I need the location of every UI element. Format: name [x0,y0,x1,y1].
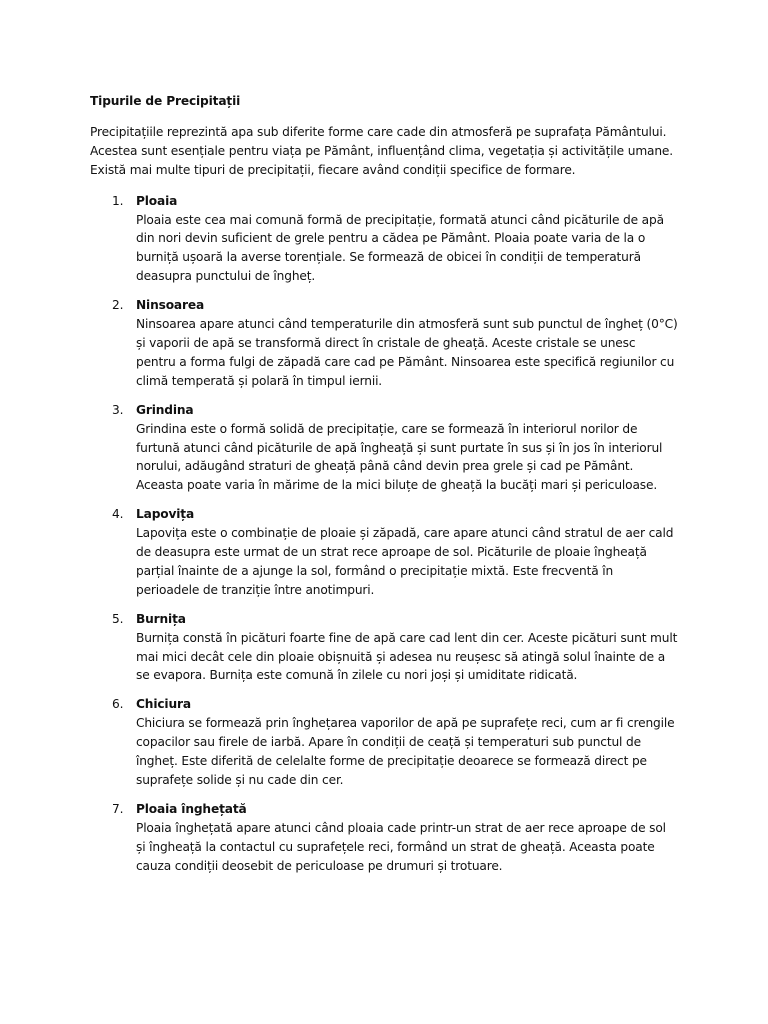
list-item-title: Chiciura [136,697,191,712]
list-item-body: Ploaia este cea mai comună formă de precipitație, formată atunci când picăturile de apă din nori devin suficient de grele pentru a cădea pe Pământ. Ploaia poate varia de la o burniță ușoară la averse torențiale. Se formează de obicei în condiții de temperatură deasupra punctului de îngheț. [136,212,664,284]
list-item-number: 1. [112,193,124,208]
document-title: Tipurile de Precipitații [90,94,241,108]
list-item-body: Chiciura se formează prin înghețarea vaporilor de apă pe suprafețe reci, cum ar fi crengile copacilor sau firele de iarbă. Apare în condiții de ceață și temperaturi sub punctul de îngheț. Este diferită de celelalte forme de precipitație deoarece se formează direct pe suprafețe solide și nu cade din cer. [136,716,675,787]
list-item [90,695,678,790]
list-item-number: 7. [112,801,124,816]
list-item-number: 5. [112,611,124,626]
list-item-number: 6. [112,697,124,712]
list-item [90,505,678,600]
list-item [90,800,678,876]
list-item [90,610,678,686]
list-item-number: 2. [112,298,124,313]
precipitation-list [90,192,678,876]
list-item-body: Grindina este o formă solidă de precipitație, care se formează în interiorul norilor de furtună atunci când picăturile de apă îngheață și sunt purtate în sus și în jos în interiorul norului, adăugând straturi de gheață până când devin prea grele și cad pe Pământ. Aceasta poate varia în mărime de la mici biluțe de gheață la bucăți mari și periculoase. [136,421,663,493]
list-item-body: Ploaia înghețată apare atunci când ploaia cade printr-un strat de aer rece aproape de sol și îngheață la contactul cu suprafețele reci, formând un strat de gheață. Aceasta poate cauza condiții deosebit de periculoase pe drumuri și trotuare. [136,820,666,873]
list-item-title: Grindina [136,402,194,417]
list-item-body: Burnița constă în picături foarte fine de apă care cad lent din cer. Aceste picături sunt mult mai mici decât cele din ploaie obișnuită și adesea nu reușesc să atingă solul înainte de a se evapora. Burnița este comună în zilele cu nori joși și umiditate ridicată. [136,630,678,683]
list-item-title: Ninsoarea [136,298,205,313]
list-item-title: Lapovița [136,507,195,522]
document-page [90,92,678,886]
list-item-body: Ninsoarea apare atunci când temperaturile din atmosferă sunt sub punctul de îngheț (0°C) și vaporii de apă se transformă direct în cristale de gheață. Aceste cristale se unesc pentru a forma fulgi de zăpadă care cad pe Pământ. Ninsoarea este specifică regiunilor cu climă temperată și polară în timpul iernii. [136,317,678,388]
list-item [90,192,678,287]
list-item-body: Lapovița este o combinație de ploaie și zăpadă, care apare atunci când stratul de aer cald de deasupra este urmat de un strat rece aproape de sol. Picăturile de ploaie îngheață parțial înainte de a ajunge la sol, formând o precipitație mixtă. Este frecventă în perioadele de tranziție între anotimpuri. [136,526,674,597]
list-item-number: 3. [112,402,124,417]
list-item [90,296,678,391]
list-item-title: Ploaia [136,193,178,208]
intro-paragraph: Precipitațiile reprezintă apa sub diferite forme care cade din atmosferă pe suprafața Pământului. Acestea sunt esențiale pentru viața pe Pământ, influențând clima, vegetația și activitățile umane. Există mai multe tipuri de precipitații, fiecare având condiții specifice de formare. [90,124,674,177]
list-item [90,401,678,496]
list-item-title: Burnița [136,611,186,626]
list-item-title: Ploaia înghețată [136,801,247,816]
list-item-number: 4. [112,507,124,522]
